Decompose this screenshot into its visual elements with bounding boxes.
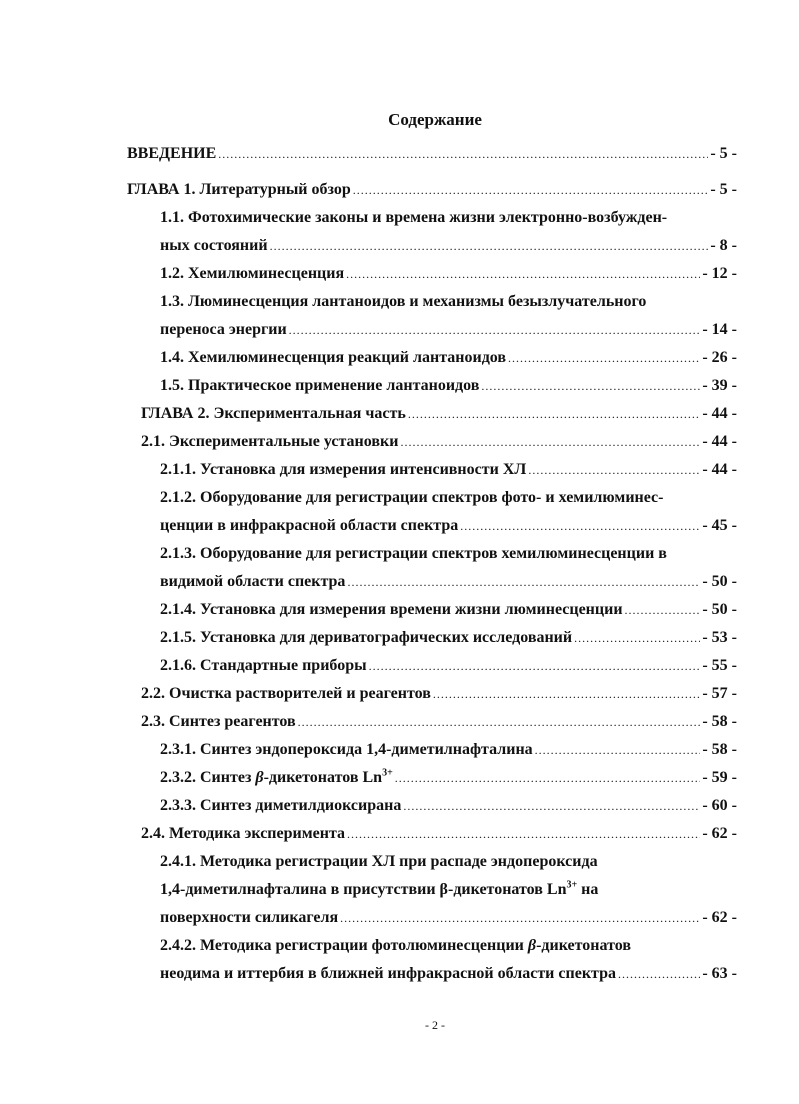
toc-leader (298, 711, 701, 733)
toc-entry-page: - 63 - (702, 965, 737, 982)
toc-entry-2-1[interactable] (141, 431, 737, 453)
toc-entry-page: - 44 - (702, 461, 737, 478)
toc-entry-page: - 62 - (702, 909, 737, 926)
toc-leader (574, 627, 700, 649)
toc-entry-2-4-2[interactable] (160, 963, 737, 985)
toc-entry-page: - 57 - (702, 685, 737, 702)
toc-entry-page: - 5 - (710, 145, 737, 162)
toc-entry-page: - 39 - (702, 377, 737, 394)
toc-entry-title: 1.4. Хемилюминесценция реакций лантаноидов (160, 349, 507, 366)
toc-entry-2-2[interactable] (141, 683, 737, 705)
toc-leader (395, 767, 701, 789)
toc-entry-2-3-2[interactable] (160, 767, 737, 789)
toc-entry-title: 2.3.1. Синтез эндопероксида 1,4-диметилнафталина (160, 741, 533, 758)
toc-entry-page: - 14 - (702, 321, 737, 338)
toc-leader (369, 655, 701, 677)
toc-entry-title: 2.1.6. Стандартные приборы (160, 657, 367, 674)
toc-entry-line: 2.1.2. Оборудование для регистрации спектров фото- и хемилюминес- (160, 489, 664, 506)
toc-entry-page: - 45 - (702, 517, 737, 534)
toc-entry-title: ных состояний (160, 237, 268, 254)
toc-entry-title: переноса энергии (160, 321, 287, 338)
toc-entry-title: ценции в инфракрасной области спектра (160, 517, 459, 534)
toc-entry-title: поверхности силикагеля (160, 909, 339, 926)
toc-leader (408, 403, 701, 425)
toc-entry-1-2[interactable] (160, 263, 737, 285)
toc-leader (289, 319, 701, 341)
toc-entry-title: 2.1. Экспериментальные установки (141, 433, 399, 450)
toc-entry-line: 1,4-диметилнафталина в присутствии β-дикетонатов $Ln^{3+}$ на (160, 879, 599, 898)
toc-entry-title: 2.4. Методика эксперимента (141, 825, 346, 842)
toc-leader (528, 459, 700, 481)
toc-entry-page: - 59 - (702, 769, 737, 786)
toc-entry-2-1-1[interactable] (160, 459, 737, 481)
toc-leader (353, 179, 709, 201)
toc-entry-line: 1.1. Фотохимические законы и времена жизни электронно-возбужден- (160, 209, 668, 226)
toc-entry-line: 2.4.1. Методика регистрации ХЛ при распаде эндопероксида (160, 853, 598, 870)
toc-entry-page: - 50 - (702, 601, 737, 618)
toc-entry-page: - 58 - (702, 713, 737, 730)
toc-entry-title: 1.5. Практическое применение лантаноидов (160, 377, 480, 394)
toc-leader (433, 683, 700, 705)
toc-leader (340, 907, 700, 929)
toc-entry-title: ГЛАВА 1. Литературный обзор (127, 181, 351, 198)
toc-entry-line: 1.3. Люминесценция лантаноидов и механизмы безызлучательного (160, 293, 647, 310)
toc-entry-title: 2.1.5. Установка для дериватографических исследований (160, 629, 573, 646)
toc-leader (481, 375, 700, 397)
toc-entry-page: - 5 - (710, 181, 737, 198)
toc-entry-title: 2.3.2. Синтез β-дикетонатов $Ln^{3+}$ (160, 767, 393, 786)
toc-entry-2-4-1[interactable] (160, 907, 737, 929)
toc-entry-title: неодима и иттербия в ближней инфракрасной области спектра (160, 965, 616, 982)
superscript: 3+ (566, 879, 578, 891)
toc-entry-page: - 8 - (710, 237, 737, 254)
toc-entry-line: 2.4.2. Методика регистрации фотолюминесценции β-дикетонатов (160, 937, 631, 954)
toc-entry-page: - 44 - (702, 405, 737, 422)
toc-entry-page: - 50 - (702, 573, 737, 590)
toc-leader (508, 347, 700, 369)
toc-entry-title: 2.3. Синтез реагентов (141, 713, 296, 730)
toc-entry-line: 2.1.3. Оборудование для регистрации спектров хемилюминесценции в (160, 545, 667, 562)
toc-entry-introduction[interactable] (127, 143, 737, 165)
beta-symbol: β (527, 937, 537, 954)
toc-leader (625, 599, 701, 621)
toc-entry-page: - 53 - (702, 629, 737, 646)
toc-entry-2-1-4[interactable] (160, 599, 737, 621)
toc-entry-2-1-6[interactable] (160, 655, 737, 677)
toc-leader (618, 963, 700, 985)
toc-entry-page: - 55 - (702, 657, 737, 674)
toc-entry-1-1[interactable] (160, 235, 737, 257)
toc-entry-2-1-2[interactable] (160, 515, 737, 537)
toc-entry-title: ГЛАВА 2. Экспериментальная часть (141, 405, 406, 422)
toc-leader (218, 143, 708, 165)
toc-entry-2-3[interactable] (141, 711, 737, 733)
toc-entry-1-5[interactable] (160, 375, 737, 397)
toc-leader (400, 431, 700, 453)
page-title: Содержание (388, 110, 482, 129)
toc-entry-title: 2.3.3. Синтез диметилдиоксирана (160, 797, 402, 814)
toc-entry-title: видимой области спектра (160, 573, 346, 590)
page-number: - 2 - (425, 1018, 445, 1032)
toc-entry-title: ВВЕДЕНИЕ (127, 145, 217, 162)
toc-leader (347, 823, 700, 845)
toc-entry-2-3-3[interactable] (160, 795, 737, 817)
toc-leader (347, 571, 700, 593)
toc-entry-chapter-2[interactable] (141, 403, 737, 425)
toc-leader (270, 235, 709, 257)
toc-entry-1-4[interactable] (160, 347, 737, 369)
beta-symbol: β (255, 769, 264, 786)
toc-leader (346, 263, 700, 285)
toc-entry-title: 2.1.1. Установка для измерения интенсивности ХЛ (160, 461, 527, 478)
toc-entry-2-3-1[interactable] (160, 739, 737, 761)
superscript: 3+ (382, 767, 393, 779)
toc-entry-2-1-5[interactable] (160, 627, 737, 649)
toc-entry-title: 1.2. Хемилюминесценция (160, 265, 345, 282)
toc-entry-2-1-3[interactable] (160, 571, 737, 593)
toc-entry-1-3[interactable] (160, 319, 737, 341)
toc-entry-page: - 12 - (702, 265, 737, 282)
toc-entry-page: - 58 - (702, 741, 737, 758)
toc-entry-chapter-1[interactable] (127, 179, 737, 201)
toc-entry-page: - 62 - (702, 825, 737, 842)
toc-entry-page: - 26 - (702, 349, 737, 366)
toc-entry-page: - 44 - (702, 433, 737, 450)
toc-leader (535, 739, 701, 761)
toc-entry-2-4[interactable] (141, 823, 737, 845)
toc-entry-title: 2.2. Очистка растворителей и реагентов (141, 685, 431, 702)
toc-leader (460, 515, 700, 537)
toc-entry-title: 2.1.4. Установка для измерения времени жизни люминесценции (160, 601, 623, 618)
toc-leader (403, 795, 700, 817)
toc-entry-page: - 60 - (702, 797, 737, 814)
